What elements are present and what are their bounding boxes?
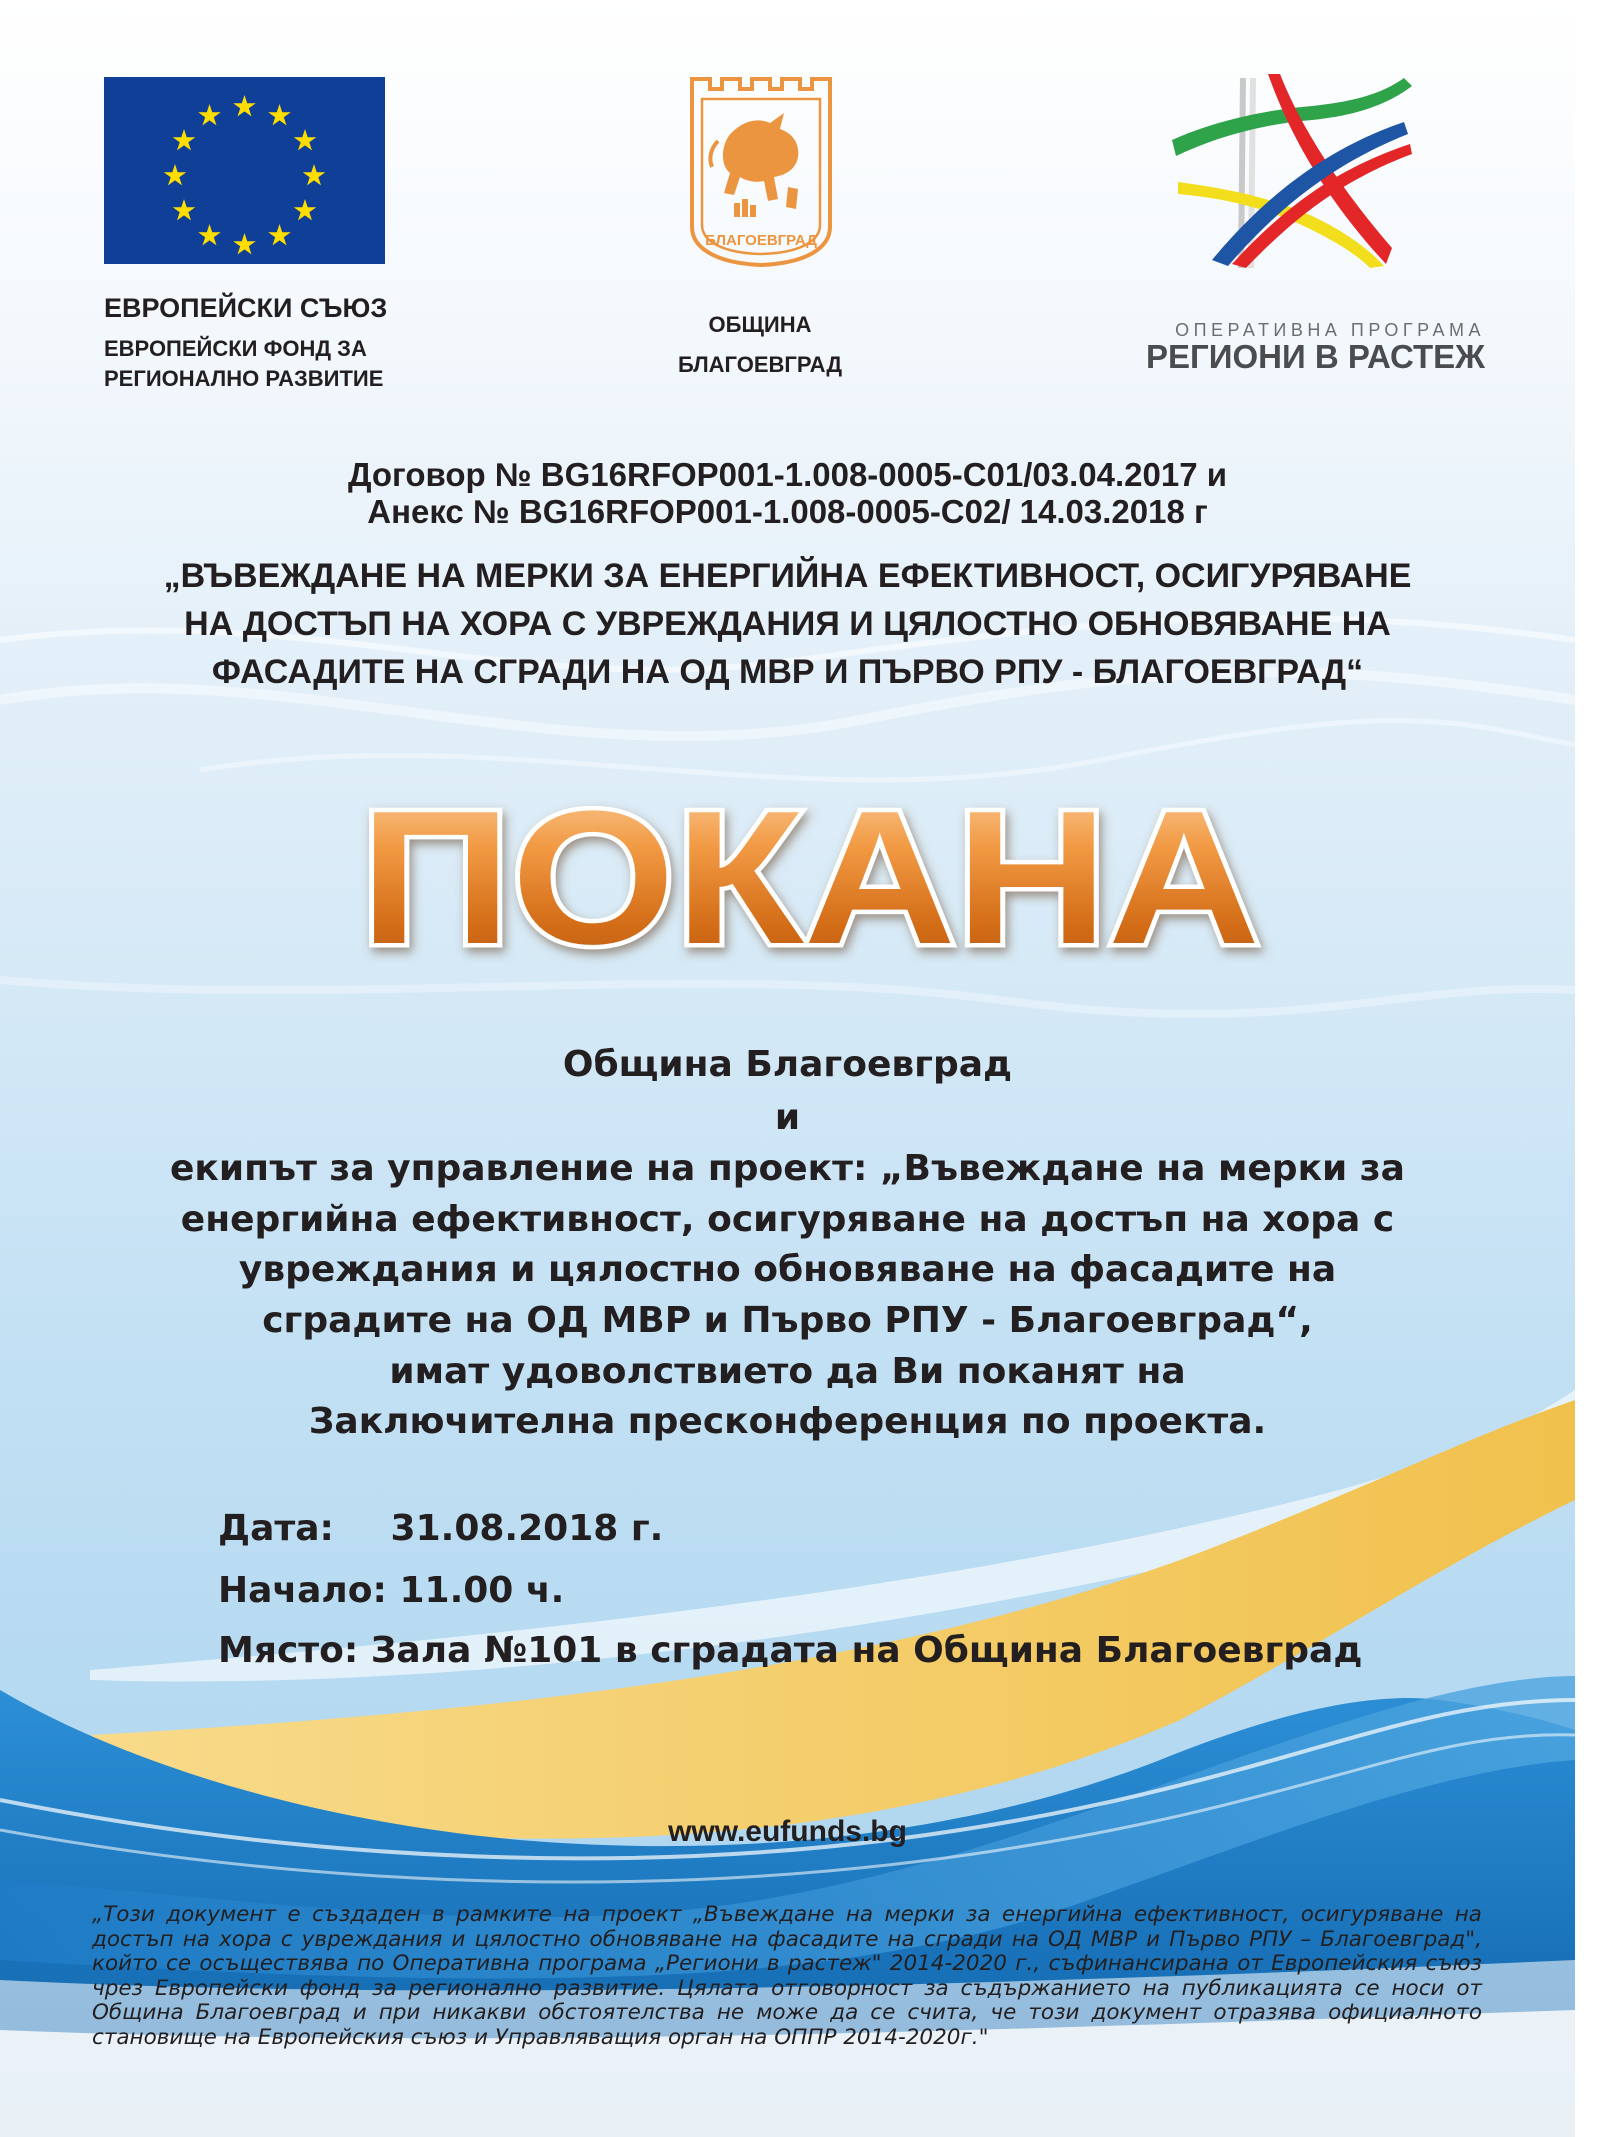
event-date [218, 1508, 663, 1549]
municipality-caption-line-1: ОБЩИНА [708, 312, 812, 337]
municipality-crest-icon [688, 77, 834, 267]
body-line-1: Община Благоевград [562, 1044, 1013, 1085]
place-label: Място: [218, 1630, 359, 1671]
project-title-line-2: НА ДОСТЪП НА ХОРА С УВРЕЖДАНИЯ И ЦЯЛОСТНО ОБНОВЯВАНЕ НА [184, 605, 1391, 643]
crest-text: БЛАГОЕВГРАД [705, 232, 817, 249]
programme-title: РЕГИОНИ В РАСТЕЖ [1146, 338, 1485, 375]
date-label: Дата: [218, 1508, 334, 1549]
start-value: 11.00 ч. [399, 1570, 565, 1611]
body-line-8: Заключителна пресконференция по проекта. [308, 1401, 1267, 1442]
body-line-7: имат удоволствието да Ви поканят на [389, 1351, 1186, 1392]
headline-text: ПОКАНА [360, 775, 1260, 975]
eu-title: ЕВРОПЕЙСКИ СЪЮЗ [104, 293, 388, 323]
date-value: 31.08.2018 г. [390, 1508, 664, 1549]
contract-number: Договор № BG16RFOP001-1.008-0005-C01/03.04.2017 и [347, 456, 1228, 493]
page-margin [1575, 0, 1620, 2137]
website-link[interactable]: www.eufunds.bg [668, 1815, 907, 1848]
disclaimer-text: „Този документ е създаден в рамките на проект „Въвеждане на мерки за енергийна ефективност, осигуряване на достъп на хора с увреждания и цялостно обновяване на фасадите на сгради на ОД МВР и Първо РПУ – Благоевград", който се осъществява по Оперативна програма „Региони в растеж" 2014-2020 г., съфинансирана от Европейския съюз чрез Европейски фонд за регионално развитие. Цялата отговорност за съдържанието на публикацията се носи от Община Благоевград и при никакви обстоятелства не може да се счита, че този документ отразява официалното становище на Европейския съюз и Управляващия орган на ОППР 2014-2020г." [92, 1902, 1482, 2050]
start-label: Начало: [218, 1570, 387, 1611]
body-line-3: екипът за управление на проект: „Въвеждане на мерки за [170, 1148, 1405, 1189]
project-title-line-3: ФАСАДИТЕ НА СГРАДИ НА ОД МВР И ПЪРВО РПУ - БЛАГОЕВГРАД“ [211, 653, 1364, 691]
body-line-5: увреждания и цялостно обновяване на фасадите на [238, 1249, 1337, 1290]
municipality-caption-line-2: БЛАГОЕВГРАД [677, 352, 843, 377]
event-place [218, 1630, 1362, 1671]
eu-fund-line-2: РЕГИОНАЛНО РАЗВИТИЕ [104, 366, 384, 391]
eu-fund-line-1: ЕВРОПЕЙСКИ ФОНД ЗА [104, 336, 367, 361]
eu-flag-icon [104, 77, 385, 264]
body-line-4: енергийна ефективност, осигуряване на достъп на хора с [180, 1199, 1395, 1240]
headline [330, 775, 1290, 975]
programme-subtitle: ОПЕРАТИВНА ПРОГРАМА [1175, 320, 1485, 340]
body-line-6: сградите на ОД МВР и Първо РПУ - Благоевград“, [262, 1300, 1313, 1341]
annex-number: Анекс № BG16RFOP001-1.008-0005-C02/ 14.03.2018 г [367, 493, 1208, 530]
place-value: Зала №101 в сградата на Община Благоевград [370, 1630, 1363, 1671]
body-line-2: и [774, 1097, 801, 1138]
project-title-line-1: „ВЪВЕЖДАНЕ НА МЕРКИ ЗА ЕНЕРГИЙНА ЕФЕКТИВНОСТ, ОСИГУРЯВАНЕ [163, 557, 1412, 595]
event-start [218, 1570, 564, 1611]
regions-in-growth-logo-icon [1172, 70, 1422, 270]
